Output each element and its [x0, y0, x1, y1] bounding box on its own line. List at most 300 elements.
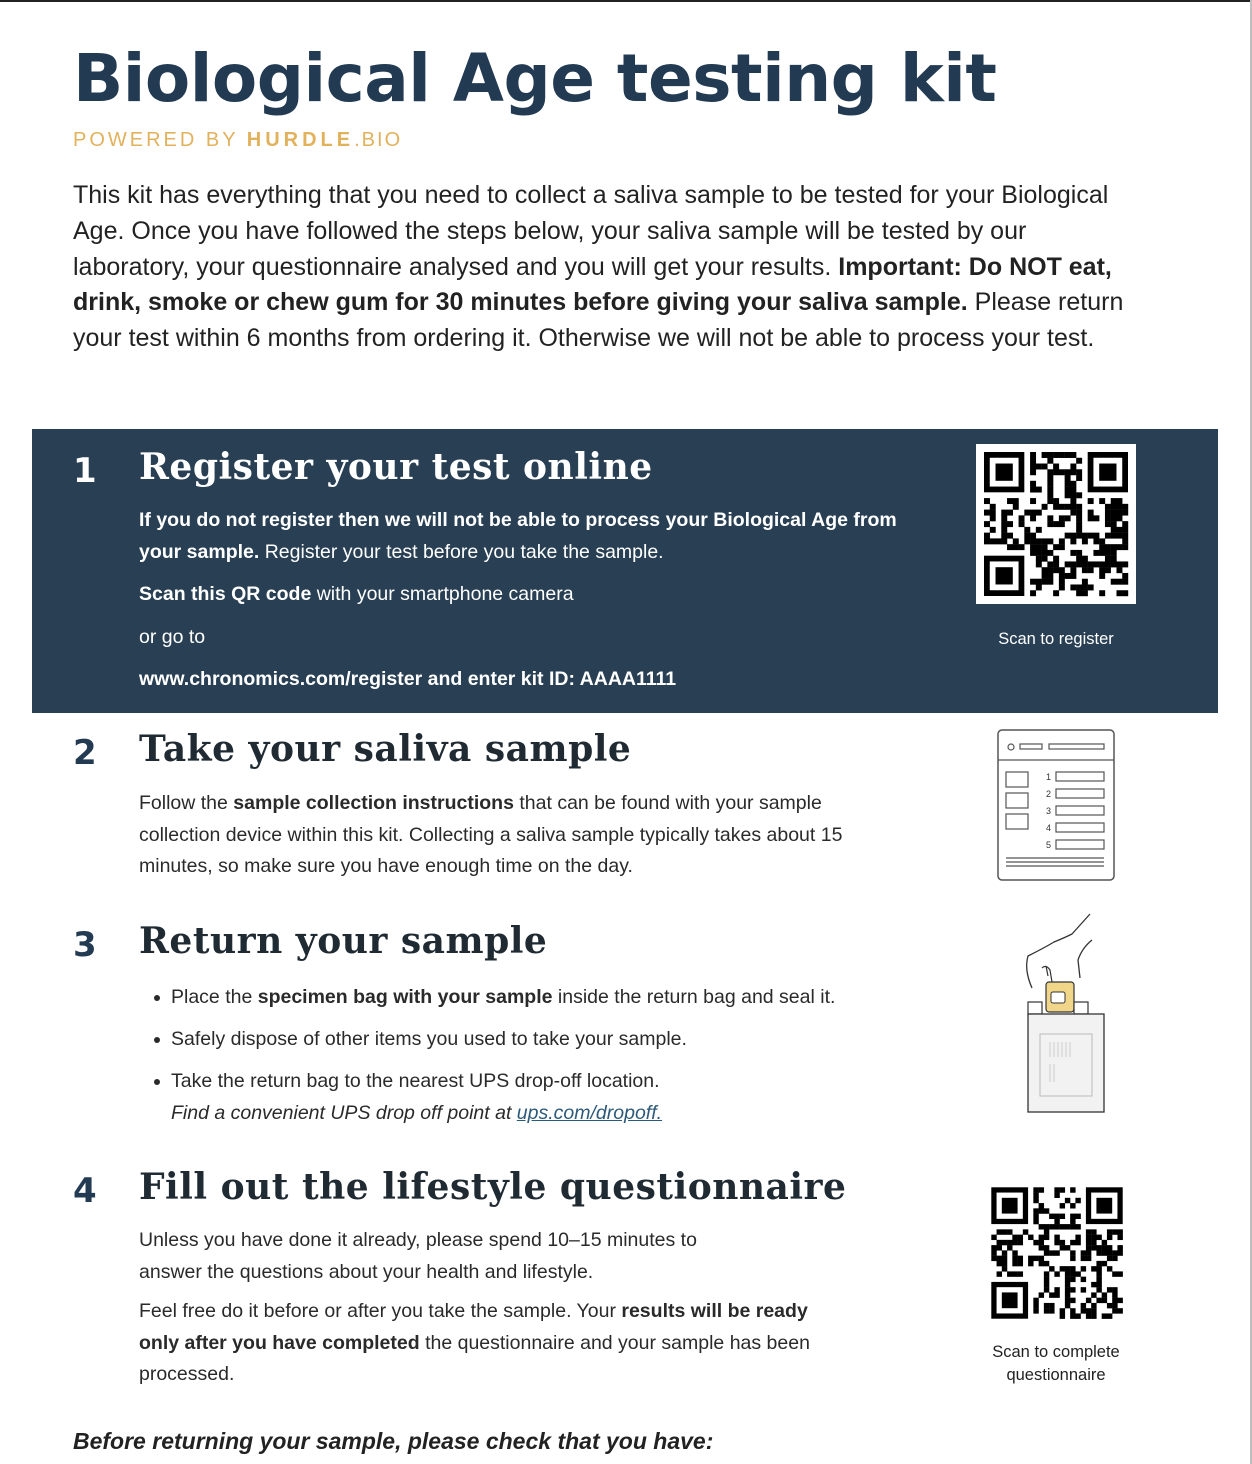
qr-module [1036, 544, 1042, 550]
qr-module [1075, 1313, 1080, 1318]
qr-module [1030, 481, 1036, 487]
qr-module [1042, 556, 1048, 562]
qr-module [1007, 544, 1013, 550]
qr-module [1033, 1198, 1038, 1203]
qr-module [1001, 533, 1007, 539]
qr-module [1116, 504, 1122, 510]
qr-module [1086, 1235, 1091, 1240]
qr-module [1012, 1256, 1017, 1261]
qr-module [1065, 1245, 1070, 1250]
qr-module [1065, 1277, 1070, 1282]
qr-module [1047, 475, 1053, 481]
qr-module [1122, 538, 1128, 544]
qr-module [1047, 550, 1053, 556]
qr-module [1086, 1240, 1091, 1245]
qr-module [1070, 1313, 1075, 1318]
qr-module [1111, 556, 1117, 562]
step3-bullet-list [150, 982, 835, 1140]
qr-module [1076, 584, 1082, 590]
qr-module [1059, 567, 1065, 573]
qr-module [1054, 1240, 1059, 1245]
step1-text-1: Register your test before you take the sample. [264, 540, 664, 563]
qr-module [1053, 452, 1059, 458]
qr-module [1099, 464, 1116, 481]
qr-module [1070, 561, 1076, 567]
qr-module [1033, 1240, 1038, 1245]
qr-module [1039, 1235, 1044, 1240]
powered-by-line [73, 129, 402, 152]
qr-module [997, 1261, 1002, 1266]
qr-module [1105, 504, 1111, 510]
qr-module [1111, 533, 1117, 539]
qr-module [1023, 1229, 1028, 1234]
qr-module [1012, 1235, 1017, 1240]
qr-module [1053, 504, 1059, 510]
qr-module [1044, 1303, 1049, 1308]
qr-module [1060, 1308, 1065, 1313]
qr-module [1065, 515, 1071, 521]
qr-module [1002, 1198, 1018, 1214]
qr-module [1117, 1308, 1122, 1313]
step1-number: 1 [73, 451, 97, 491]
qr-module [1076, 533, 1082, 539]
qr-module [1007, 1271, 1012, 1276]
qr-module [1111, 504, 1117, 510]
qr-module [1044, 1287, 1049, 1292]
powered-prefix: POWERED BY [73, 129, 239, 151]
qr-module [1054, 1224, 1059, 1229]
qr-module [1088, 510, 1094, 516]
qr-module [1065, 1224, 1070, 1229]
qr-module [1096, 1235, 1101, 1240]
qr-module [1088, 561, 1094, 567]
qr-module [1012, 1240, 1017, 1245]
qr-module [1047, 567, 1053, 573]
qr-module [1030, 510, 1036, 516]
step1-scan-bold: Scan this QR code [139, 583, 312, 605]
qr-module [1096, 1261, 1101, 1266]
qr-module [1076, 561, 1082, 567]
qr-module [1105, 550, 1111, 556]
qr-module [1054, 1235, 1059, 1240]
step4-qr-caption: Scan to complete questionnaire [992, 1343, 1120, 1384]
step3-number: 3 [73, 925, 97, 965]
qr-module [1054, 1219, 1059, 1224]
brand-tld: .BIO [354, 129, 403, 151]
qr-module [1049, 1214, 1054, 1219]
qr-module [1002, 1229, 1007, 1234]
qr-module [1107, 1250, 1112, 1255]
qr-module [1076, 556, 1082, 562]
qr-module [1039, 1203, 1044, 1208]
step4-title: Fill out the lifestyle questionnaire [139, 1166, 847, 1208]
qr-module [1116, 561, 1122, 567]
qr-module [1111, 510, 1117, 516]
qr-module [1007, 510, 1013, 516]
qr-module [1030, 469, 1036, 475]
qr-module [1065, 1303, 1070, 1308]
qr-module [1102, 1245, 1107, 1250]
qr-module [1107, 1245, 1112, 1250]
qr-module [1042, 550, 1048, 556]
qr-module [1102, 1292, 1107, 1297]
qr-module [1070, 504, 1076, 510]
intro-paragraph [73, 178, 1133, 357]
qr-module [1007, 533, 1013, 539]
qr-module [1065, 504, 1071, 510]
qr-module [1112, 1308, 1117, 1313]
qr-module [1024, 538, 1030, 544]
qr-module [1105, 556, 1111, 562]
qr-module [1070, 452, 1076, 458]
brand-name: HURDLE [246, 129, 355, 151]
questionnaire-qr-code[interactable] [984, 1180, 1130, 1326]
qr-module [1030, 550, 1036, 556]
qr-module [1099, 498, 1105, 504]
qr-module [1091, 1308, 1096, 1313]
qr-module [1042, 544, 1048, 550]
qr-module [1013, 538, 1019, 544]
qr-module [1105, 510, 1111, 516]
qr-module [1039, 1256, 1044, 1261]
qr-module [1044, 1277, 1049, 1282]
qr-module [1075, 1271, 1080, 1276]
qr-module [1002, 1240, 1007, 1245]
qr-module [1112, 1303, 1117, 1308]
qr-module [1042, 452, 1048, 458]
qr-module [1047, 515, 1053, 521]
qr-module [1036, 561, 1042, 567]
qr-module [1096, 1271, 1101, 1276]
qr-module [1018, 1235, 1023, 1240]
qr-module [1030, 533, 1036, 539]
qr-module [1086, 1229, 1091, 1234]
qr-module [1012, 1250, 1017, 1255]
qr-module [1028, 1261, 1033, 1266]
qr-module [1122, 527, 1128, 533]
qr-module [1049, 1292, 1054, 1297]
qr-module [1065, 1266, 1070, 1271]
qr-module [1096, 1250, 1101, 1255]
qr-module [1033, 1303, 1038, 1308]
qr-module [1091, 1292, 1096, 1297]
qr-module [1059, 504, 1065, 510]
qr-module [1107, 1313, 1112, 1318]
qr-module [1076, 515, 1082, 521]
qr-module [1024, 527, 1030, 533]
qr-module [1065, 533, 1071, 539]
qr-module [1105, 544, 1111, 550]
qr-module [1122, 579, 1128, 585]
qr-module [1019, 515, 1025, 521]
qr-module [1070, 1298, 1075, 1303]
qr-module [1082, 590, 1088, 596]
step4-para2-bold: results will be ready only after you have completed [139, 1300, 808, 1354]
list-item: Safely dispose of other items you used to take your sample. [150, 1024, 835, 1056]
qr-module [1099, 538, 1105, 544]
qr-module [1070, 464, 1076, 470]
qr-module [1065, 475, 1071, 481]
qr-module [1070, 510, 1076, 516]
qr-module [1093, 533, 1099, 539]
qr-module [1019, 521, 1025, 527]
qr-module [1065, 1292, 1070, 1297]
qr-module [1019, 544, 1025, 550]
qr-module [1076, 550, 1082, 556]
footer-check-text: Before returning your sample, please check that you have: [73, 1428, 714, 1454]
step2-title: Take your saliva sample [139, 728, 632, 770]
qr-module [1070, 487, 1076, 493]
qr-module [1036, 556, 1042, 562]
qr-module [1086, 1308, 1091, 1313]
qr-module [1105, 567, 1111, 573]
qr-module [1030, 544, 1036, 550]
hand-bag-illustration-icon [1020, 912, 1116, 1116]
qr-module [1081, 1308, 1086, 1313]
qr-module [1117, 1250, 1122, 1255]
qr-module [1099, 590, 1105, 596]
qr-module [1059, 469, 1065, 475]
step2-text-b: that can be found with your sample collection device within this kit. Collecting a saliva sample typically takes about 15 minutes, so make sure you have enough time on the day. [139, 792, 843, 877]
qr-module [984, 538, 990, 544]
qr-module [1105, 521, 1111, 527]
qr-module [1116, 567, 1122, 573]
qr-module [1053, 498, 1059, 504]
qr-module [997, 1256, 1002, 1261]
qr-module [1044, 1245, 1049, 1250]
qr-module [1036, 550, 1042, 556]
qr-module [1105, 533, 1111, 539]
qr-module [1007, 498, 1013, 504]
qr-module [1047, 487, 1053, 493]
qr-module [1028, 1235, 1033, 1240]
qr-module [1054, 1250, 1059, 1255]
qr-module [1105, 561, 1111, 567]
qr-module [1039, 1240, 1044, 1245]
qr-module [997, 1240, 1002, 1245]
qr-module [1070, 481, 1076, 487]
qr-module [1122, 590, 1128, 596]
qr-module [990, 538, 996, 544]
qr-module [1096, 1266, 1101, 1271]
qr-module [1070, 1277, 1075, 1282]
qr-module [991, 1256, 996, 1261]
qr-module [1081, 1303, 1086, 1308]
qr-module [1105, 515, 1111, 521]
qr-module [1047, 573, 1053, 579]
qr-module [1088, 515, 1094, 521]
qr-module [1081, 1266, 1086, 1271]
qr-module [1076, 527, 1082, 533]
qr-module [1030, 515, 1036, 521]
form-number-5: 5 [1046, 840, 1052, 850]
qr-module [1088, 533, 1094, 539]
qr-module [1018, 1261, 1023, 1266]
qr-module [1122, 521, 1128, 527]
qr-module [1013, 544, 1019, 550]
qr-module [1117, 1245, 1122, 1250]
qr-module [1036, 464, 1042, 470]
qr-module [1070, 1256, 1075, 1261]
qr-module [1116, 590, 1122, 596]
qr-module [1044, 1250, 1049, 1255]
qr-module [1082, 579, 1088, 585]
qr-module [1065, 1282, 1070, 1287]
qr-module [1053, 521, 1059, 527]
qr-module [1096, 1287, 1101, 1292]
qr-module [1111, 544, 1117, 550]
step1-bold-1: If you do not register then we will not be able to process your Biological Age from your sample. [139, 509, 897, 563]
qr-module [1082, 538, 1088, 544]
qr-module [1007, 521, 1013, 527]
qr-module [1044, 1282, 1049, 1287]
qr-module [1070, 1250, 1075, 1255]
qr-module [1002, 1266, 1007, 1271]
qr-module [997, 1245, 1002, 1250]
qr-module [1096, 1198, 1112, 1214]
qr-module [1054, 1214, 1059, 1219]
qr-module [1028, 1256, 1033, 1261]
qr-module [1042, 464, 1048, 470]
qr-module [1086, 1245, 1091, 1250]
qr-module [1081, 1250, 1086, 1255]
qr-module [1086, 1313, 1091, 1318]
qr-module [1059, 584, 1065, 590]
qr-module [1018, 1271, 1023, 1276]
qr-module [1075, 1198, 1080, 1203]
qr-module [1070, 538, 1076, 544]
qr-module [1002, 1250, 1007, 1255]
qr-module [1060, 1245, 1065, 1250]
qr-module [1059, 538, 1065, 544]
qr-module [1107, 1235, 1112, 1240]
form-number-3: 3 [1046, 806, 1052, 816]
qr-module [1070, 498, 1076, 504]
qr-module [1096, 1282, 1101, 1287]
qr-module [1075, 1214, 1080, 1219]
qr-module [1053, 544, 1059, 550]
qr-module [984, 533, 990, 539]
page-title: Biological Age testing kit [73, 40, 997, 117]
qr-module [1086, 1298, 1091, 1303]
list-item [150, 1066, 835, 1129]
qr-module [997, 1229, 1002, 1234]
qr-module [1117, 1298, 1122, 1303]
qr-module [1111, 521, 1117, 527]
step2-text-a: Follow the [139, 792, 228, 814]
qr-module [1036, 584, 1042, 590]
qr-module [1116, 510, 1122, 516]
step4-para1: Unless you have done it already, please spend 10–15 minutes to answer the questions about your health and lifestyle. [139, 1229, 697, 1283]
qr-module [1075, 1224, 1080, 1229]
qr-module [1044, 1208, 1049, 1213]
qr-module [1047, 538, 1053, 544]
qr-module [1082, 556, 1088, 562]
qr-module [1030, 487, 1036, 493]
qr-module [1102, 1261, 1107, 1266]
form-number-2: 2 [1046, 789, 1052, 799]
qr-module [1076, 458, 1082, 464]
step1-scan-text: with your smartphone camera [316, 583, 574, 605]
qr-module [1060, 1224, 1065, 1229]
qr-module [1076, 469, 1082, 475]
ups-dropoff-link[interactable]: ups.com/dropoff. [516, 1101, 663, 1124]
qr-module [1065, 573, 1071, 579]
qr-module [1070, 1240, 1075, 1245]
qr-module [1070, 533, 1076, 539]
qr-module [1060, 1214, 1065, 1219]
qr-module [1047, 521, 1053, 527]
qr-module [996, 567, 1013, 584]
qr-module [1047, 469, 1053, 475]
qr-module [1059, 452, 1065, 458]
qr-code-icon [984, 1180, 1130, 1326]
qr-module [1047, 561, 1053, 567]
qr-module [1081, 1277, 1086, 1282]
qr-module [1088, 584, 1094, 590]
qr-module [1033, 1214, 1038, 1219]
qr-module [1091, 1235, 1096, 1240]
qr-module [1007, 1245, 1012, 1250]
qr-module [1091, 1229, 1096, 1234]
qr-module [1018, 1240, 1023, 1245]
qr-module [1054, 1271, 1059, 1276]
qr-module [1070, 1308, 1075, 1313]
register-qr-code[interactable] [976, 444, 1136, 604]
qr-module [1049, 1250, 1054, 1255]
qr-module [1093, 515, 1099, 521]
qr-module [1122, 544, 1128, 550]
qr-module [1082, 533, 1088, 539]
qr-module [997, 1271, 1002, 1276]
qr-module [1122, 510, 1128, 516]
qr-module [1001, 521, 1007, 527]
step1-or-go-to: or go to [139, 625, 206, 648]
form-illustration-icon [996, 728, 1116, 882]
qr-code-icon [976, 444, 1136, 604]
qr-module [1054, 1292, 1059, 1297]
qr-module [1107, 1229, 1112, 1234]
qr-module [1033, 1193, 1038, 1198]
bullet1-text-a: Place the [171, 986, 253, 1008]
intro-text-2: Please return your test within 6 months from ordering it. Otherwise we will not be able to process your test. [73, 288, 1124, 353]
qr-module [991, 1245, 996, 1250]
step1-section [32, 429, 1218, 713]
qr-module [1112, 1292, 1117, 1297]
qr-module [1099, 573, 1105, 579]
qr-module [1117, 1271, 1122, 1276]
qr-module [1007, 1240, 1012, 1245]
qr-module [1065, 1298, 1070, 1303]
qr-module [1107, 1256, 1112, 1261]
qr-module [1070, 1287, 1075, 1292]
qr-module [1099, 544, 1105, 550]
step1-url-line: www.chronomics.com/register and enter kit ID: AAAA1111 [139, 668, 677, 690]
qr-module [1030, 538, 1036, 544]
form-number-4: 4 [1046, 823, 1052, 833]
qr-module [1070, 492, 1076, 498]
qr-module [1053, 469, 1059, 475]
qr-module [1122, 573, 1128, 579]
qr-module [1042, 579, 1048, 585]
qr-module [1030, 458, 1036, 464]
step1-body [139, 505, 899, 696]
qr-module [1053, 561, 1059, 567]
qr-module [1033, 1298, 1038, 1303]
qr-module [1054, 1287, 1059, 1292]
qr-module [1044, 1261, 1049, 1266]
qr-module [984, 521, 990, 527]
